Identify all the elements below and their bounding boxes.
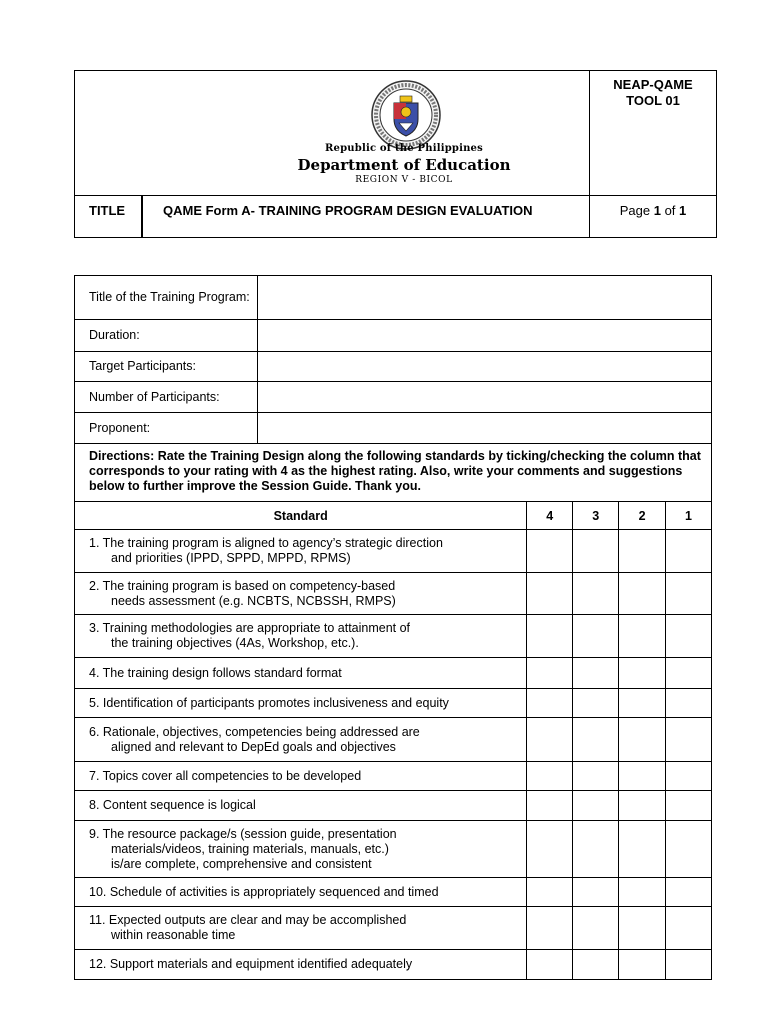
info-row	[75, 352, 712, 382]
form-title: QAME Form A- TRAINING PROGRAM DESIGN EVALUATION	[163, 203, 533, 218]
rating-header-1: 1	[666, 502, 712, 530]
info-value-field[interactable]	[257, 352, 711, 382]
rating-checkbox-1[interactable]	[666, 573, 712, 615]
criterion-first-line: 6. Rationale, objectives, competencies being addressed are	[89, 724, 420, 739]
criterion-continuation-line: needs assessment (e.g. NCBTS, NCBSSH, RMPS)	[111, 593, 396, 608]
rating-checkbox-3[interactable]	[573, 821, 619, 878]
criterion-text	[75, 689, 527, 718]
criterion-first-line: 5. Identification of participants promotes inclusiveness and equity	[89, 695, 449, 710]
rating-checkbox-1[interactable]	[666, 950, 712, 980]
rating-checkbox-2[interactable]	[619, 573, 666, 615]
rating-checkbox-1[interactable]	[666, 658, 712, 689]
rating-checkbox-1[interactable]	[666, 878, 712, 907]
criterion-first-line: 1. The training program is aligned to agency’s strategic direction	[89, 536, 443, 550]
rating-checkbox-3[interactable]	[573, 762, 619, 791]
criterion-row	[75, 907, 712, 950]
info-row	[75, 320, 712, 352]
rating-header-2: 2	[619, 502, 666, 530]
rating-checkbox-2[interactable]	[619, 658, 666, 689]
rating-checkbox-3[interactable]	[573, 907, 619, 950]
rating-checkbox-2[interactable]	[619, 878, 666, 907]
criterion-first-line: 10. Schedule of activities is appropriately sequenced and timed	[89, 884, 439, 899]
criterion-first-line: 12. Support materials and equipment identified adequately	[89, 957, 413, 971]
standard-header-row	[75, 502, 712, 530]
directions-row	[75, 444, 712, 502]
rating-checkbox-4[interactable]	[527, 718, 573, 762]
rating-checkbox-3[interactable]	[573, 530, 619, 573]
page-of: of	[660, 203, 680, 218]
title-label: TITLE	[75, 196, 143, 238]
criterion-continuation-line: materials/videos, training materials, manuals, etc.)	[111, 841, 389, 856]
region-text: REGION V - BICOL	[355, 175, 453, 185]
criterion-continuation-line: and priorities (IPPD, SPPD, MPPD, RPMS)	[111, 551, 351, 565]
rating-checkbox-4[interactable]	[527, 658, 573, 689]
rating-checkbox-3[interactable]	[573, 689, 619, 718]
criterion-text	[75, 821, 527, 878]
rating-checkbox-2[interactable]	[619, 689, 666, 718]
criterion-text	[75, 950, 527, 980]
rating-checkbox-4[interactable]	[527, 762, 573, 791]
form-code	[589, 71, 716, 195]
rating-checkbox-1[interactable]	[666, 907, 712, 950]
rating-checkbox-4[interactable]	[527, 530, 573, 573]
page-current: 1	[653, 203, 661, 218]
rating-checkbox-4[interactable]	[527, 950, 573, 980]
criterion-row	[75, 573, 712, 615]
page-indicator	[589, 196, 716, 238]
rating-checkbox-4[interactable]	[527, 689, 573, 718]
criterion-text	[75, 530, 527, 573]
rating-checkbox-1[interactable]	[666, 689, 712, 718]
criterion-first-line: 2. The training program is based on competency-based	[89, 578, 396, 593]
rating-checkbox-2[interactable]	[619, 821, 666, 878]
criterion-row	[75, 615, 712, 658]
title-row	[75, 195, 716, 238]
rating-checkbox-2[interactable]	[619, 718, 666, 762]
criterion-row	[75, 718, 712, 762]
info-label: Number of Participants:	[75, 382, 258, 413]
rating-checkbox-3[interactable]	[573, 791, 619, 821]
info-value-field[interactable]	[257, 382, 711, 413]
rating-checkbox-4[interactable]	[527, 907, 573, 950]
criterion-row	[75, 762, 712, 791]
evaluation-form-table	[74, 275, 712, 980]
rating-checkbox-3[interactable]	[573, 878, 619, 907]
info-value-field[interactable]	[257, 413, 711, 444]
deped-seal-icon	[370, 79, 442, 151]
info-value-field[interactable]	[257, 320, 711, 352]
criterion-text	[75, 907, 527, 950]
department-text: Department of Education	[297, 156, 511, 174]
rating-checkbox-4[interactable]	[527, 878, 573, 907]
criterion-text	[75, 658, 527, 689]
criterion-continuation-line: the training objectives (4As, Workshop, etc.).	[111, 636, 359, 650]
rating-checkbox-2[interactable]	[619, 907, 666, 950]
rating-checkbox-1[interactable]	[666, 762, 712, 791]
rating-checkbox-3[interactable]	[573, 950, 619, 980]
criterion-row	[75, 821, 712, 878]
rating-checkbox-4[interactable]	[527, 821, 573, 878]
rating-checkbox-3[interactable]	[573, 615, 619, 658]
info-label: Target Participants:	[75, 352, 258, 382]
rating-checkbox-2[interactable]	[619, 791, 666, 821]
directions-text: Directions: Rate the Training Design along the following standards by ticking/checking the column that corresponds to your rating with 4 as the highest rating. Also, write your comments and suggestions below to further improve the Session Guide. Thank you.	[75, 444, 712, 502]
info-row	[75, 413, 712, 444]
info-label: Duration:	[75, 320, 258, 352]
rating-checkbox-2[interactable]	[619, 530, 666, 573]
criterion-first-line: 8. Content sequence is logical	[89, 798, 256, 812]
criterion-row	[75, 530, 712, 573]
rating-checkbox-3[interactable]	[573, 573, 619, 615]
criterion-continuation-line: is/are complete, comprehensive and consistent	[111, 856, 372, 871]
rating-checkbox-4[interactable]	[527, 791, 573, 821]
rating-checkbox-2[interactable]	[619, 950, 666, 980]
criterion-first-line: 7. Topics cover all competencies to be developed	[89, 768, 362, 783]
criterion-text	[75, 791, 527, 821]
criterion-text	[75, 718, 527, 762]
rating-checkbox-2[interactable]	[619, 615, 666, 658]
info-label: Title of the Training Program:	[75, 276, 258, 320]
criterion-first-line: 11. Expected outputs are clear and may be accomplished	[89, 913, 407, 927]
form-code-line1: NEAP-QAME	[613, 77, 693, 92]
rating-checkbox-3[interactable]	[573, 718, 619, 762]
criterion-row	[75, 658, 712, 689]
rating-header-3: 3	[573, 502, 619, 530]
criterion-first-line: 4. The training design follows standard format	[89, 665, 342, 680]
criterion-row	[75, 878, 712, 907]
rating-checkbox-4[interactable]	[527, 573, 573, 615]
criterion-text	[75, 762, 527, 791]
rating-checkbox-3[interactable]	[573, 658, 619, 689]
rating-checkbox-1[interactable]	[666, 530, 712, 573]
info-row	[75, 382, 712, 413]
rating-header-4: 4	[527, 502, 573, 530]
rating-checkbox-1[interactable]	[666, 615, 712, 658]
rating-checkbox-1[interactable]	[666, 821, 712, 878]
rating-checkbox-2[interactable]	[619, 762, 666, 791]
rating-checkbox-4[interactable]	[527, 615, 573, 658]
document-header	[74, 70, 717, 238]
deped-logo-area	[75, 71, 589, 195]
info-value-field[interactable]	[257, 276, 711, 320]
form-code-line2: TOOL 01	[626, 93, 680, 108]
criterion-row	[75, 791, 712, 821]
criterion-text	[75, 615, 527, 658]
info-row	[75, 276, 712, 320]
rating-checkbox-1[interactable]	[666, 718, 712, 762]
criterion-row	[75, 950, 712, 980]
criterion-continuation-line: within reasonable time	[111, 928, 236, 942]
criterion-text	[75, 573, 527, 615]
criterion-text	[75, 878, 527, 907]
criterion-row	[75, 689, 712, 718]
criterion-continuation-line: aligned and relevant to DepEd goals and objectives	[111, 739, 396, 754]
criterion-first-line: 9. The resource package/s (session guide, presentation	[89, 826, 397, 841]
standard-header: Standard	[75, 502, 527, 530]
info-label: Proponent:	[75, 413, 258, 444]
page-prefix: Page	[619, 203, 654, 218]
rating-checkbox-1[interactable]	[666, 791, 712, 821]
page-total: 1	[679, 203, 687, 218]
republic-text: Republic of the Philippines	[325, 143, 483, 154]
criterion-first-line: 3. Training methodologies are appropriate to attainment of	[89, 621, 411, 635]
